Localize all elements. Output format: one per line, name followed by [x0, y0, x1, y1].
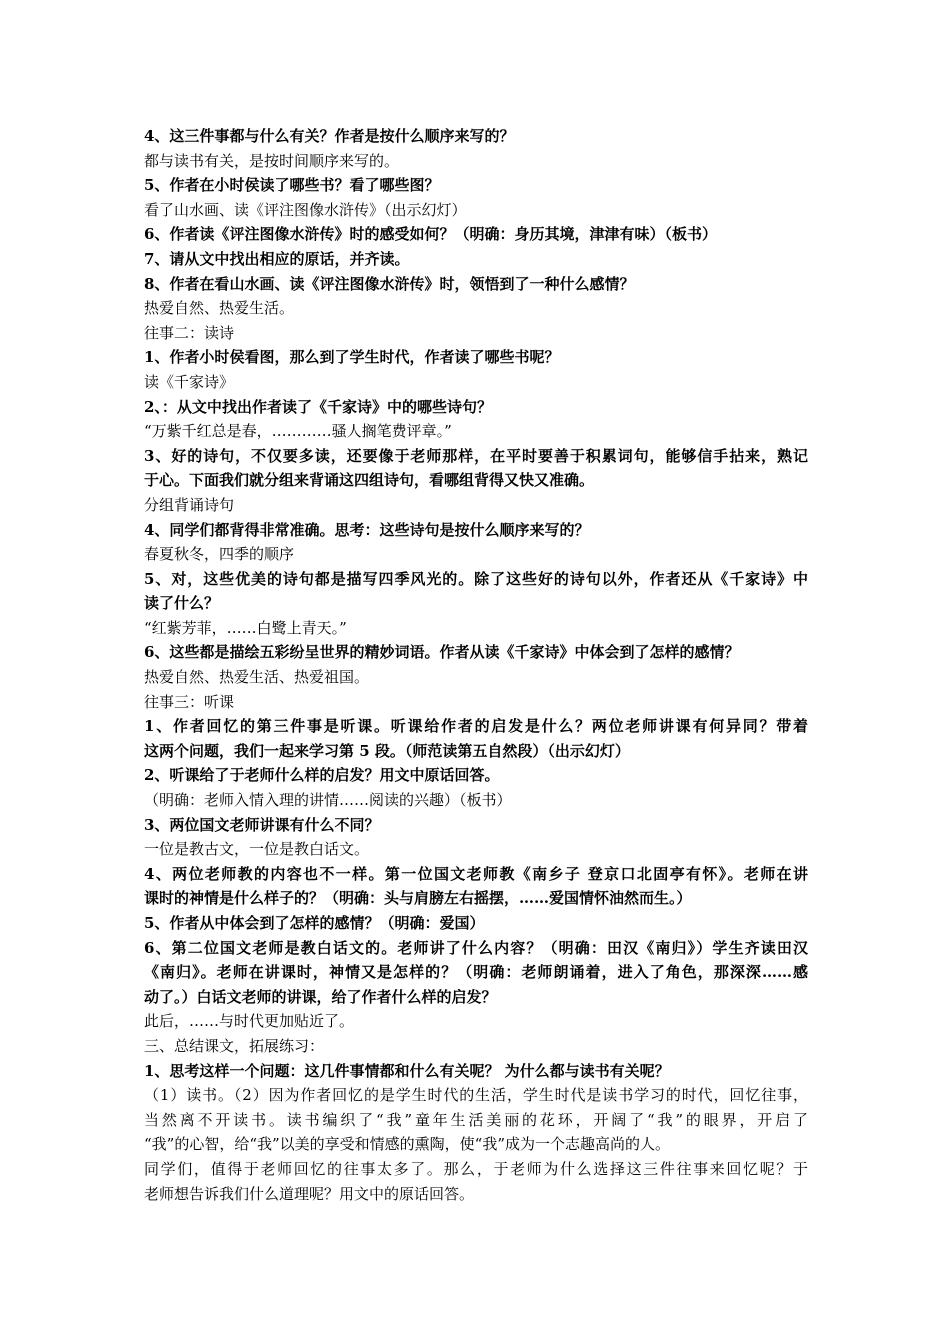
text-line: 1、作者小时侯看图，那么到了学生时代，作者读了哪些书呢？ [144, 348, 560, 367]
text-line: 三、总结课文，拓展练习： [144, 1036, 325, 1055]
text-line: 2、听课给了于老师什么样的启发？用文中原话回答。 [144, 766, 500, 785]
text-line: 热爱自然、热爱生活、热爱祖国。 [144, 668, 370, 687]
text-line: “万紫千红总是春，…………骚人搁笔费评章。” [144, 422, 452, 441]
text-line: 5、对，这些优美的诗句都是描写四季风光的。除了这些好的诗句以外，作者还从《千家诗》中 [144, 569, 808, 588]
text-line: 5、作者从中体会到了怎样的感情？（明确：爱国） [144, 914, 485, 932]
text-line: 6、第二位国文老师是教白话文的。老师讲了什么内容？（明确：田汉《南归》）学生齐读田汉 [144, 938, 808, 957]
text-line: 春夏秋冬，四季的顺序 [144, 545, 295, 564]
text-line: 于心。下面我们就分组来背诵这四组诗句，看哪组背得又快又准确。 [144, 471, 595, 490]
text-line: （1）读书。（2）因为作者回忆的是学生时代的生活，学生时代是读书学习的时代，回忆往事， [144, 1086, 808, 1105]
text-line: 此后，……与时代更加贴近了。 [144, 1012, 355, 1031]
text-line: 8、作者在看山水画、读《评注图像水浒传》时，领悟到了一种什么感情？ [144, 274, 635, 293]
document-body [144, 124, 808, 1206]
text-line: 往事二：读诗 [144, 323, 235, 342]
text-line: 一位是教古文，一位是教白话文。 [144, 840, 370, 859]
text-line: 2、：从文中找出作者读了《千家诗》中的哪些诗句？ [144, 397, 492, 416]
text-line: 分组背诵诗句 [144, 495, 235, 514]
text-line: 看了山水画、读《评注图像水浒传》（出示幻灯） [144, 200, 467, 219]
text-line: 3、两位国文老师讲课有什么不同？ [144, 815, 380, 834]
text-line: 6、这些都是描绘五彩纷呈世界的精妙词语。作者从读《千家诗》中体会到了怎样的感情？ [144, 643, 740, 662]
text-line: 4、两位老师教的内容也不一样。第一位国文老师教《南乡子 登京口北固亭有怀》。老师在讲 [144, 864, 808, 883]
text-line: 课时的神情是什么样子的？（明确：头与肩膀左右摇摆，……爱国情怀油然而生。） [144, 889, 692, 908]
text-line: 4、这三件事都与什么有关？作者是按什么顺序来写的？ [144, 127, 515, 145]
text-line: “红紫芳菲，……白鹭上青天。” [144, 618, 347, 637]
text-line: 同学们，值得于老师回忆的往事太多了。那么，于老师为什么选择这三件往事来回忆呢？于 [144, 1159, 808, 1178]
text-line: 热爱自然、热爱生活。 [144, 299, 295, 318]
text-line: 《南归》。老师在讲课时，神情又是怎样的？（明确：老师朗诵着，进入了角色，那深深……感 [144, 963, 808, 982]
text-line: 3、好的诗句，不仅要多读，还要像于老师那样，在平时要善于积累词句，能够信手拈来，熟记 [144, 446, 808, 465]
text-line: 这两个问题，我们一起来学习第 5 段。（师范读第五自然段）（出示幻灯） [144, 741, 630, 760]
text-line: 读了什么？ [144, 594, 220, 613]
text-line: 当然离不开读书。读书编织了“我”童年生活美丽的花环，开阔了“我”的眼界，开启了 [144, 1110, 808, 1129]
text-line: 往事三：听课 [144, 692, 235, 711]
text-line: “我”的心智，给“我”以美的享受和情感的熏陶，使“我”成为一个志趣高尚的人。 [144, 1135, 671, 1154]
text-line: 读《千家诗》 [144, 372, 235, 391]
text-line: （明确：老师入情入理的讲情……阅读的兴趣）（板书） [144, 791, 512, 810]
text-line: 4、同学们都背得非常准确。思考：这些诗句是按什么顺序来写的？ [144, 520, 590, 539]
text-line: 都与读书有关，是按时间顺序来写的。 [144, 151, 400, 170]
text-line: 1、作者回忆的第三件事是听课。听课给作者的启发是什么？两位老师讲课有何异同？带着 [144, 717, 808, 736]
text-line: 5、作者在小时侯读了哪些书？看了哪些图？ [144, 176, 440, 195]
text-line: 7、请从文中找出相应的原话，并齐读。 [144, 249, 410, 268]
text-line: 老师想告诉我们什么道理呢？用文中的原话回答。 [144, 1184, 475, 1203]
text-line: 1、思考这样一个问题：这几件事情都和什么有关呢？ 为什么都与读书有关呢？ [144, 1061, 670, 1080]
text-line: 6、作者读《评注图像水浒传》时的感受如何？（明确：身历其境，津津有味）（板书） [144, 225, 717, 244]
text-line: 动了。）白话文老师的讲课，给了作者什么样的启发？ [144, 987, 497, 1006]
